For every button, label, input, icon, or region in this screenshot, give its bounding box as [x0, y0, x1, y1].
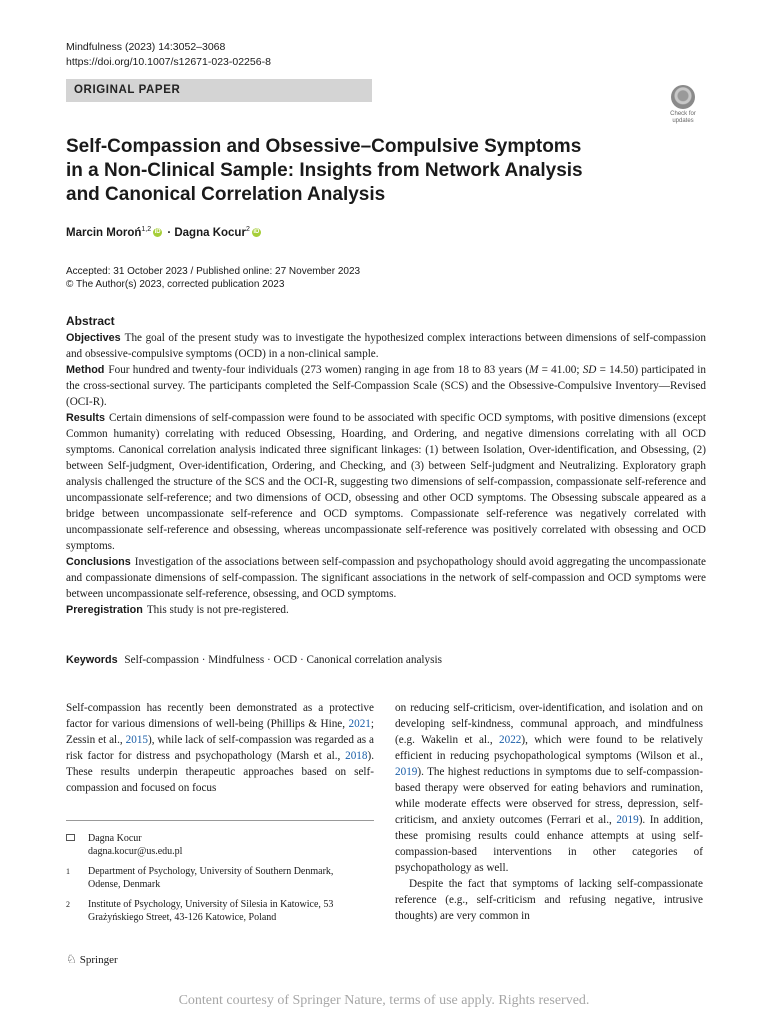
method-label: Method [66, 364, 105, 376]
affiliation-marker: 1 [66, 867, 70, 876]
check-updates-icon [671, 85, 695, 109]
accepted-published-dates: Accepted: 31 October 2023 / Published online: 27 November 2023 [66, 266, 361, 277]
affiliation-1: 1 Department of Psychology, University of Southern Denmark, Odense, Denmark [66, 866, 334, 890]
author-name[interactable]: Dagna Kocur [174, 226, 246, 239]
title-line: and Canonical Correlation Analysis [66, 184, 386, 205]
springer-horse-icon: ♘ [66, 952, 77, 966]
affiliation-marker: 2 [66, 900, 70, 909]
doi-link[interactable]: https://doi.org/10.1007/s12671-023-02256-8 [66, 56, 271, 68]
title-line: Self-Compassion and Obsessive–Compulsive Symptoms [66, 136, 582, 157]
citation-link[interactable]: 2022 [499, 734, 522, 746]
affiliation-marker: 2 [245, 226, 250, 233]
keywords [66, 654, 442, 666]
contact-name: Dagna Kocur [88, 833, 142, 844]
affiliation-2: 2 Institute of Psychology, University of Silesia in Katowice, 53 Grażyńskiego Street, 43-126 Katowice, Poland [66, 899, 334, 923]
journal-citation: Mindfulness (2023) 14:3052–3068 [66, 41, 226, 53]
objectives-label: Objectives [66, 332, 121, 344]
check-for-updates-button[interactable] [665, 85, 701, 124]
corresponding-author [66, 832, 366, 858]
footnote-divider [66, 820, 374, 821]
preregistration-label: Preregistration [66, 604, 143, 616]
author-separator: · [164, 226, 175, 239]
keywords-label: Keywords [66, 654, 118, 666]
citation-link[interactable]: 2021 [348, 718, 371, 730]
article-type-badge: ORIGINAL PAPER [66, 79, 372, 102]
citation-link[interactable]: 2018 [345, 750, 368, 762]
title-line: in a Non-Clinical Sample: Insights from Network Analysis [66, 160, 583, 181]
abstract-objectives: Objectives The goal of the present study was to investigate the hypothesized complex interactions between dimensions of self-compassion and obsessive-compulsive symptoms (OCD) in a non-clinical sample. [66, 332, 706, 360]
keywords-list: Self-compassion · Mindfulness · OCD · Canonical correlation analysis [124, 654, 442, 666]
author-name[interactable]: Marcin Moroń [66, 226, 142, 239]
citation-link[interactable]: 2019 [616, 814, 639, 826]
results-label: Results [66, 412, 106, 424]
citation-link[interactable]: 2015 [125, 734, 149, 746]
abstract-method: Method Four hundred and twenty-four individuals (273 women) ranging in age from 18 to 83 years (M = 41.00; SD = 14.50) participated in the cross-sectional survey. The participants completed the Self-Compassion Scale (SCS) and the Obsessive-Compulsive Inventory—Revised (OCI-R). [66, 364, 707, 408]
body-paragraph: on reducing self-criticism, over-identification, and isolation and on developing self-kindness, communal approach, and mindfulness (e.g. Wakelin et al., 2022), which were found to be relatively efficient in reducing psychopathological symptoms (Wilson et al., 2019). The highest reductions in symptoms due to self-compassion-based therapy were observed for eating behaviors and rumination, while moderate effects were observed for stress, depression, self-criticism, and anxiety outcomes (Ferrari et al., 2019). In addition, these promising results could enhance attempts at using self-compassion-based interventions in other categories of psychopathology as well. [395, 702, 703, 874]
orcid-icon[interactable]: iD [154, 229, 161, 236]
body-column-right [395, 700, 703, 924]
copyright-line: © The Author(s) 2023, corrected publication 2023 [66, 279, 285, 290]
body-paragraph: Despite the fact that symptoms of lacking self-compassionate reference (e.g., self-criticism and refusing negative, intrusive thoughts) are very common in [395, 878, 703, 922]
contact-email[interactable]: dagna.kocur@us.edu.pl [88, 846, 183, 857]
body-paragraph: Self-compassion has recently been demonstrated as a protective factor for various dimensions of well-being (Phillips & Hine, 2021; Zessin et al., 2015), while lack of self-compassion was regarded as a risk factor for distress and psychopathology (Marsh et al., 2018). These results underpin therapeutic approaches based on self-compassion and focused on focus [66, 702, 374, 794]
body-column-left [66, 700, 374, 796]
orcid-icon[interactable]: iD [253, 229, 260, 236]
check-updates-label: Check for updates [670, 111, 696, 124]
abstract-preregistration: Preregistration This study is not pre-registered. [66, 604, 289, 616]
abstract-heading: Abstract [66, 314, 115, 328]
envelope-icon [66, 834, 75, 841]
journal-info [66, 40, 271, 70]
conclusions-label: Conclusions [66, 556, 131, 568]
publication-dates [66, 265, 360, 291]
abstract-results: Results Certain dimensions of self-compassion were found to be associated with specific OCD symptoms, with positive dimensions (except Common humanity) correlating with reduced Obsessing, Hoarding, and Ordering, and negative dimensions correlating with all OCD symptoms. Canonical correlation analysis indicated three significant linkages: (1) between Isolation, Over-identification, and Obsessing, (2) between Self-judgment, Over-identification, Ordering, and Checking, and (3) between Self-judgment and Neutralizing. Exploratory graph analysis challenged the structure of the SCS and the OCI-R, suggesting two dimensions of self-compassion, compassionate self-reference and uncompassionate self-reference; and two dimensions of OCD, obsessing and other OCD symptoms. The Obsessing subscale appeared as a bridge between uncompassionate self-reference and OCD symptoms. Compassionate self-reference was negatively correlated with uncompassionate self-reference and obsessing, whereas uncompassionate self-reference was positively correlated with obsessing and OCD symptoms. [66, 412, 706, 552]
affiliation-marker: 1,2 [141, 226, 152, 233]
courtesy-notice: Content courtesy of Springer Nature, terms of use apply. Rights reserved. [178, 993, 590, 1008]
abstract-body [66, 330, 706, 618]
author-list [66, 226, 263, 239]
citation-link[interactable]: 2019 [395, 766, 418, 778]
paper-title [66, 135, 583, 207]
publisher-footer [66, 952, 118, 967]
abstract-conclusions: Conclusions Investigation of the associations between self-compassion and psychopathology should avoid aggregating the uncompassionate and compassionate dimensions of self-compassion. The significant associations in the network of self-compassion and OCD symptoms were between uncompassionate self-reference, obsessing, and OCD symptoms. [66, 556, 706, 600]
publisher-name: Springer [79, 954, 118, 966]
footnotes [66, 832, 366, 931]
